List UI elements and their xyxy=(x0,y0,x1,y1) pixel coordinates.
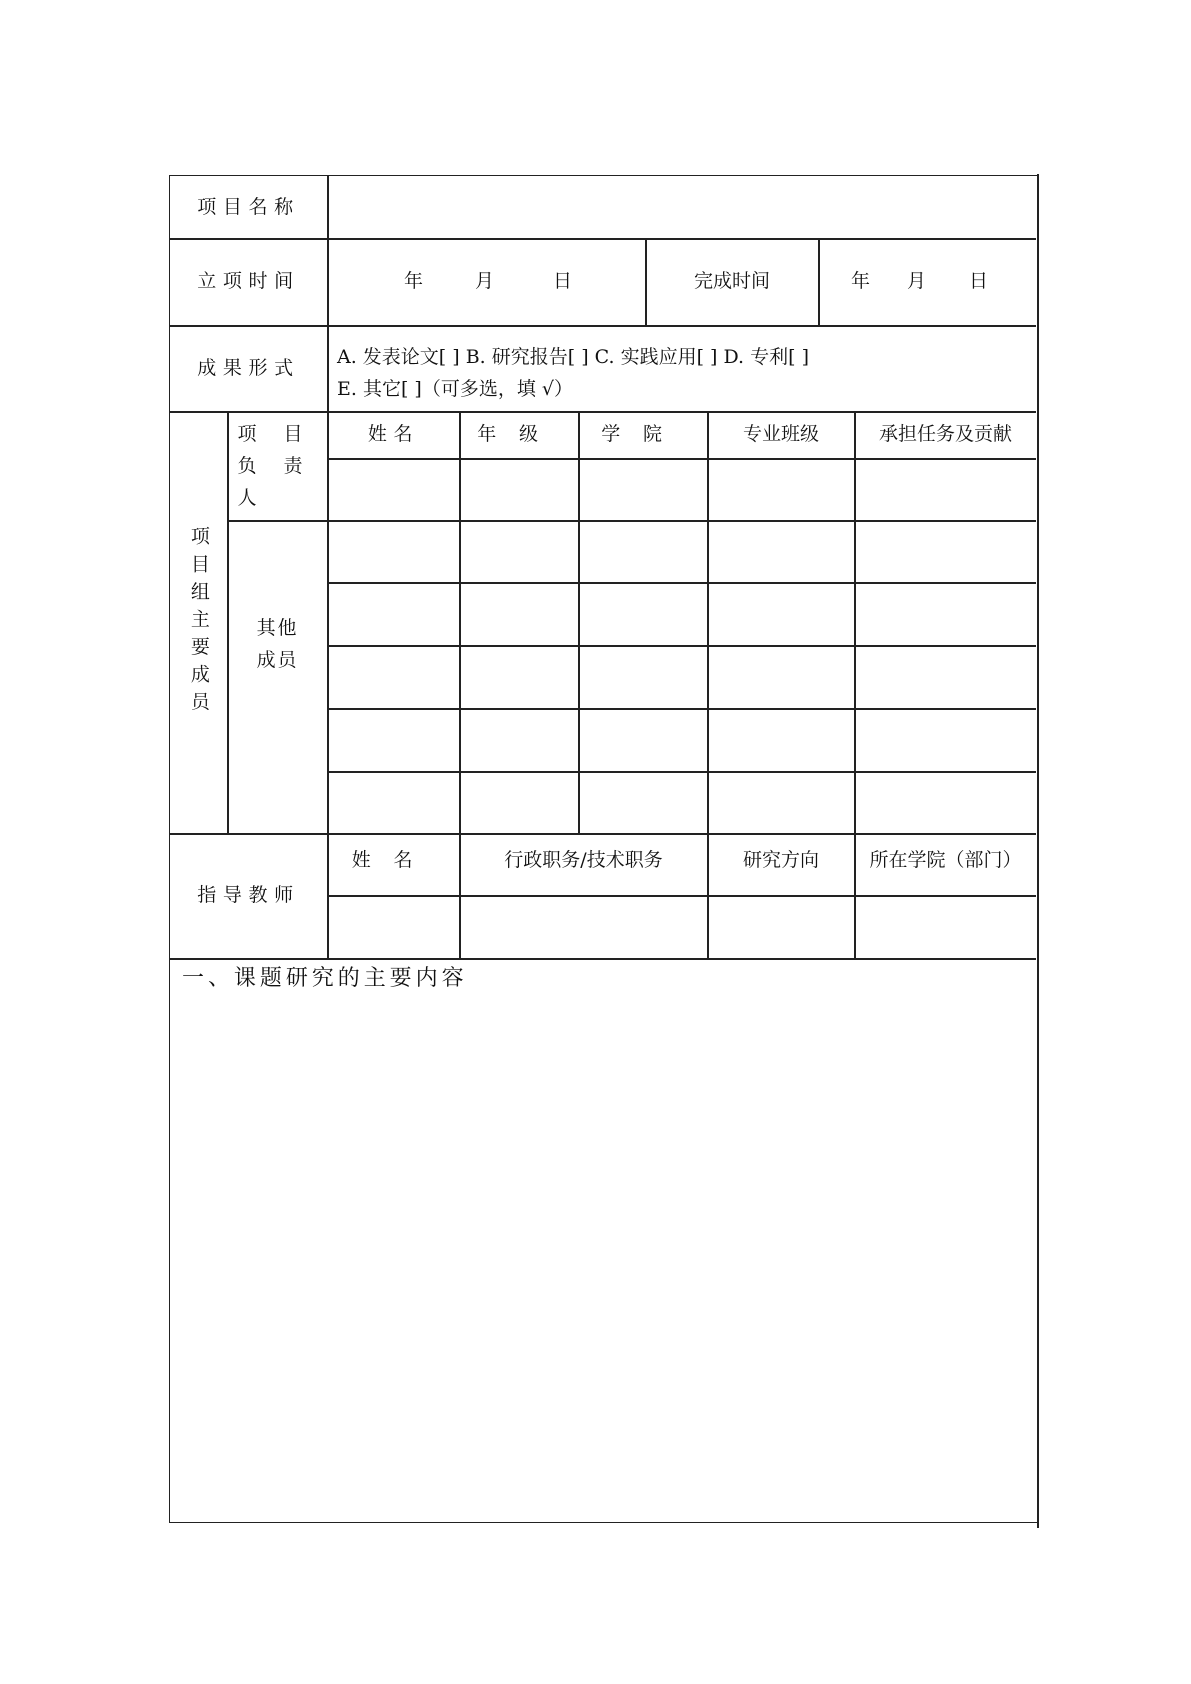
leader-label-cell xyxy=(228,411,327,520)
result-form-options[interactable] xyxy=(337,341,1027,405)
col-header-grade: 年级 xyxy=(477,423,561,446)
advisor-label: 指导教师 xyxy=(197,884,300,907)
column-divider xyxy=(578,411,580,833)
col-header-college: 学院 xyxy=(601,423,685,446)
col-header-major-class: 专业班级 xyxy=(742,423,819,446)
section-title: 一、课题研究的主要内容 xyxy=(182,966,468,991)
project-form xyxy=(169,175,1038,1523)
start-year: 年 xyxy=(404,270,424,293)
col-header-name: 姓名 xyxy=(367,423,420,446)
start-date-field[interactable] xyxy=(328,238,645,325)
row-divider xyxy=(327,645,1036,647)
finish-year: 年 xyxy=(851,270,871,293)
row-divider xyxy=(327,708,1036,710)
result-form-line2: E. 其它[ ]（可多选，填 √） xyxy=(337,378,573,400)
advisor-header-title: 行政职务/技术职务 xyxy=(504,848,663,871)
result-form-label: 成果形式 xyxy=(197,356,300,379)
advisor-header-department: 所在学院（部门） xyxy=(869,848,1022,871)
row-divider xyxy=(327,458,1036,460)
advisor-header-name: 姓名 xyxy=(351,848,436,871)
start-time-label: 立项时间 xyxy=(197,270,300,293)
row-divider xyxy=(327,771,1036,773)
finish-time-label: 完成时间 xyxy=(693,270,770,293)
members-group-text: 项目组主要成员 xyxy=(187,525,210,719)
row-divider xyxy=(327,582,1036,584)
project-name-field[interactable] xyxy=(328,176,1036,238)
finish-month: 月 xyxy=(907,270,927,293)
other-members-label-cell xyxy=(228,520,327,833)
finish-day: 日 xyxy=(969,270,989,293)
advisor-header-research: 研究方向 xyxy=(742,848,819,871)
row-divider xyxy=(327,895,1036,897)
section-content-area[interactable] xyxy=(170,998,1036,1518)
row-divider xyxy=(170,958,1036,960)
form-right-edge xyxy=(1037,174,1039,1528)
start-month: 月 xyxy=(475,270,495,293)
finish-date-field[interactable] xyxy=(819,238,1036,325)
start-day: 日 xyxy=(553,270,573,293)
other-members-label: 其他成员 xyxy=(256,616,299,671)
project-name-label: 项目名称 xyxy=(197,195,300,218)
row-divider xyxy=(227,520,1036,522)
result-form-line1: A. 发表论文[ ] B. 研究报告[ ] C. 实践应用[ ] D. 专利[ ] xyxy=(337,346,809,368)
members-group-label xyxy=(170,411,227,833)
col-header-contribution: 承担任务及贡献 xyxy=(878,423,1012,446)
leader-label: 项 目 负 责人 xyxy=(237,422,313,509)
